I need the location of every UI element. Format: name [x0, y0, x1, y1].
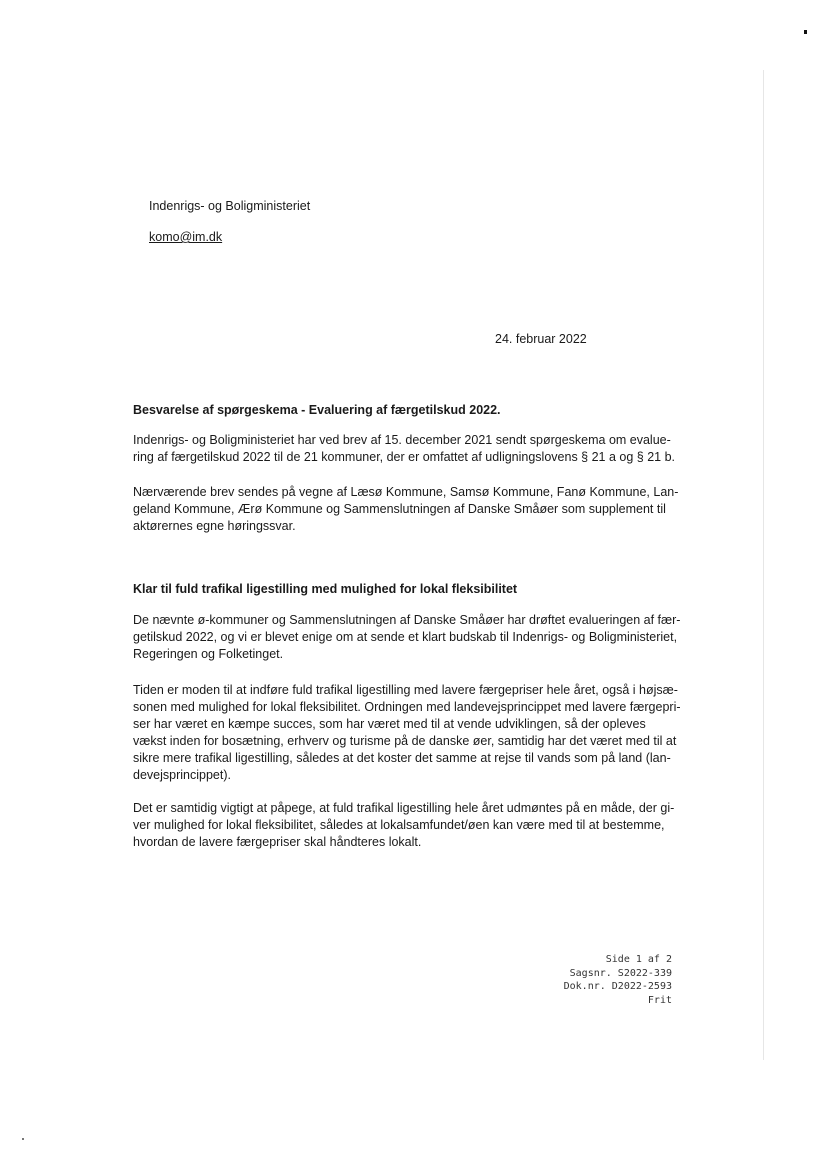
document-number: Dok.nr. D2022-2593	[563, 981, 672, 992]
text-line: Indenrigs- og Boligministeriet har ved brev af 15. december 2021 sendt spørgeskema om evalue-	[133, 433, 671, 447]
text-line: getilskud 2022, og vi er blevet enige om at sende et klart budskab til Indenrigs- og Boligministeriet,	[133, 630, 678, 644]
scan-dot-mark	[22, 1138, 24, 1140]
letter-subject-heading: Besvarelse af spørgeskema - Evaluering af færgetilskud 2022.	[133, 403, 501, 417]
text-line: ring af færgetilskud 2022 til de 21 kommuner, der er omfattet af udligningslovens § 21 a og § 21 b.	[133, 450, 675, 464]
section-heading: Klar til fuld trafikal ligestilling med mulighed for lokal fleksibilitet	[133, 582, 518, 596]
paragraph-equality	[133, 682, 693, 784]
document-footer	[520, 953, 672, 1007]
paragraph-message	[133, 612, 693, 663]
scan-dot-mark	[804, 30, 807, 34]
paragraph-senders	[133, 484, 693, 535]
recipient-name: Indenrigs- og Boligministeriet	[149, 199, 311, 213]
text-line: hvordan de lavere færgepriser skal håndteres lokalt.	[133, 835, 422, 849]
paragraph-flexibility	[133, 800, 693, 851]
text-line: devejsprincippet).	[133, 768, 231, 782]
paragraph-intro	[133, 432, 693, 466]
text-line: Nærværende brev sendes på vegne af Læsø Kommune, Samsø Kommune, Fanø Kommune, Lan-	[133, 485, 679, 499]
text-line: ser har været en kæmpe succes, som har været med til at vende udviklingen, så der opleves	[133, 717, 646, 731]
page-number: Side 1 af 2	[605, 954, 672, 965]
text-line: Regeringen og Folketinget.	[133, 647, 284, 661]
text-line: Tiden er moden til at indføre fuld trafikal ligestilling med lavere færgepriser hele året, også i højsæ-	[133, 683, 678, 697]
text-line: De nævnte ø-kommuner og Sammenslutningen af Danske Småøer har drøftet evalueringen af fær-	[133, 613, 681, 627]
text-line: ver mulighed for lokal fleksibilitet, således at lokalsamfundet/øen kan være med til at bestemme,	[133, 818, 665, 832]
text-line: aktørernes egne høringssvar.	[133, 519, 296, 533]
recipient-email-link[interactable]: komo@im.dk	[149, 230, 223, 244]
case-number: Sagsnr. S2022-339	[569, 967, 672, 979]
text-line: sonen med mulighed for lokal fleksibilitet. Ordningen med landevejsprincippet med lavere færgepri-	[133, 700, 681, 714]
text-line: Det er samtidig vigtigt at påpege, at fuld trafikal ligestilling hele året udmøntes på en måde, der gi-	[133, 801, 675, 815]
text-line: geland Kommune, Ærø Kommune og Sammenslutningen af Danske Småøer som supplement til	[133, 502, 666, 516]
text-line: sikre mere trafikal ligestilling, således at det koster det samme at rejse til vands som på land (lan-	[133, 751, 671, 765]
scan-edge-line	[763, 70, 764, 1060]
text-line: vækst inden for bosætning, erhverv og turisme på de danske øer, samtidig har det været med til at	[133, 734, 677, 748]
classification-label: Frit	[647, 994, 672, 1006]
letter-date: 24. februar 2022	[495, 332, 587, 346]
